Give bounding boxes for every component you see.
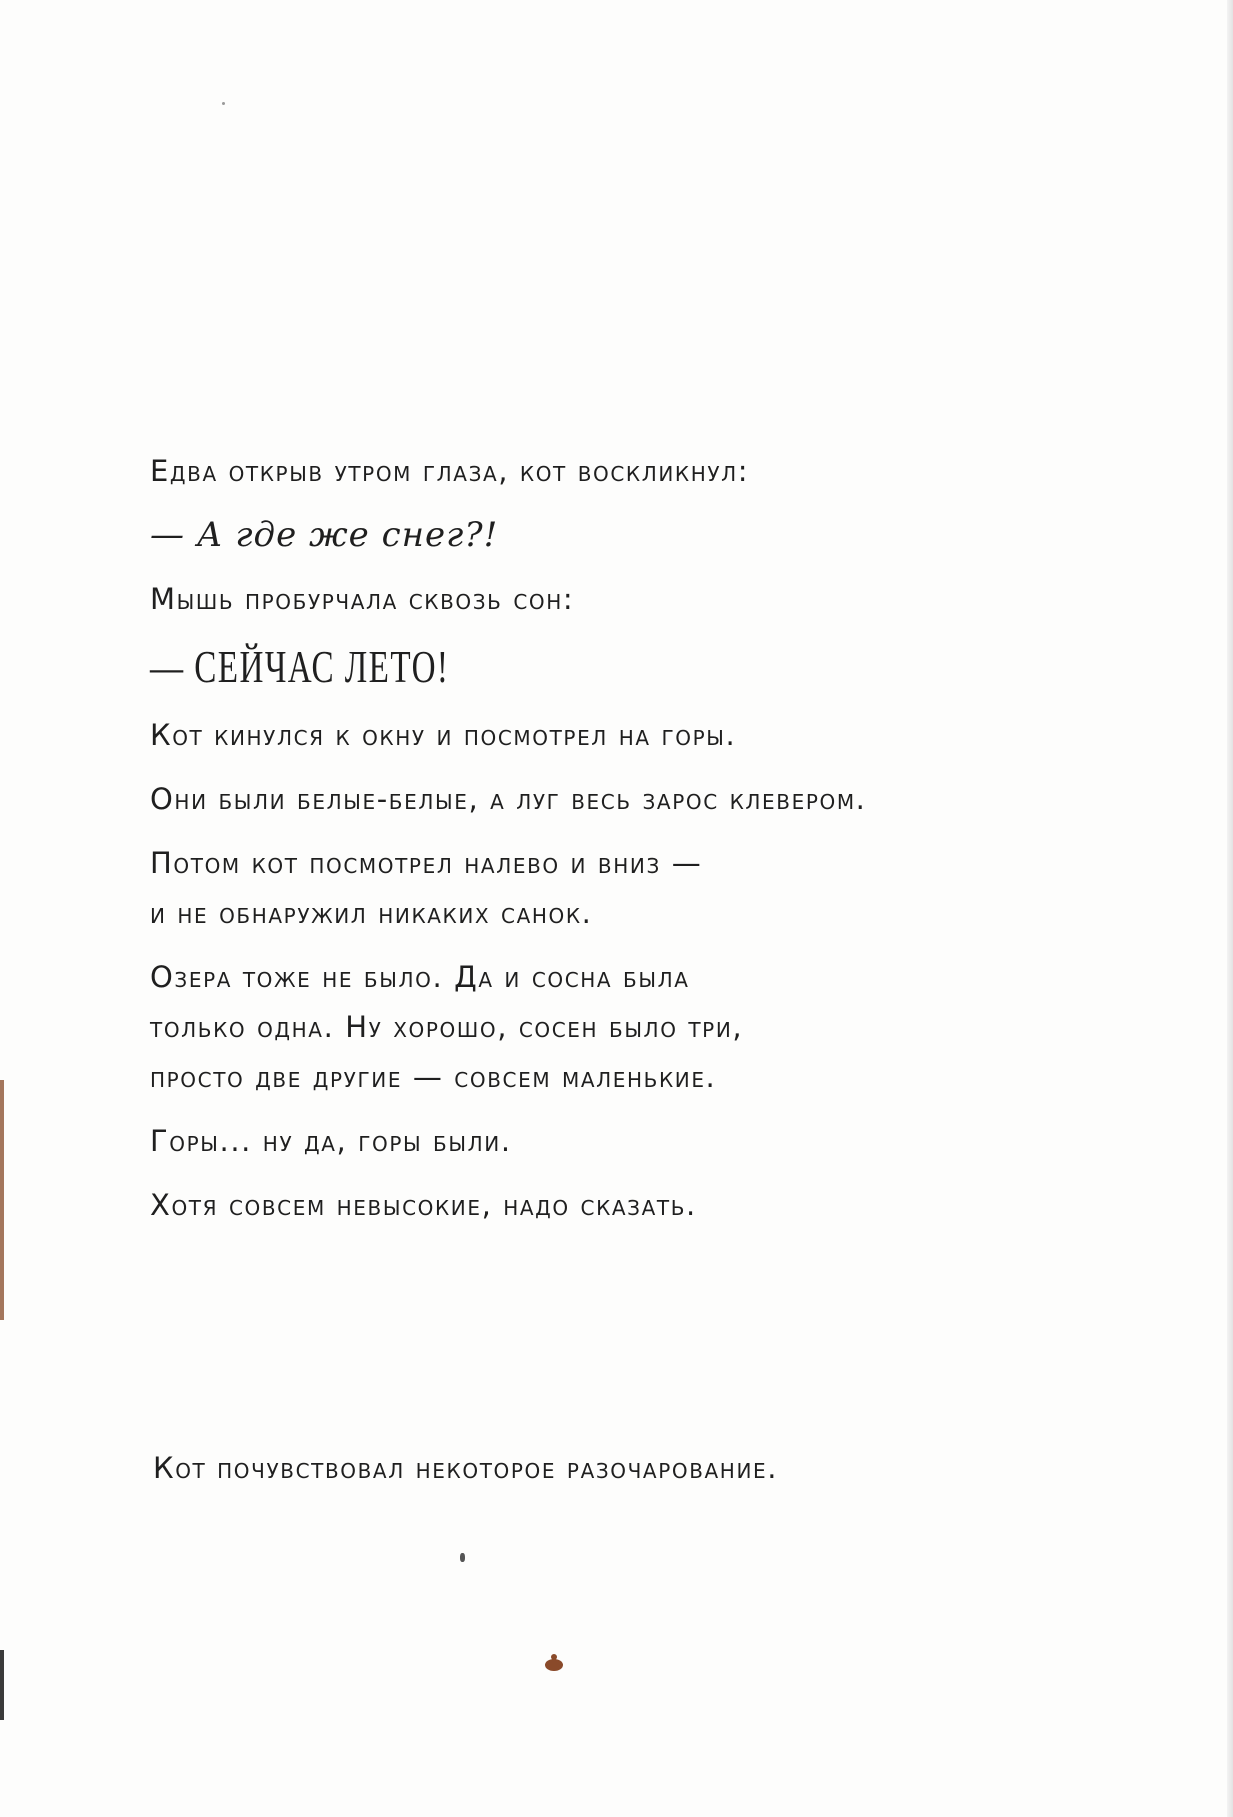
left-edge-mark: [0, 1080, 4, 1320]
ornament-icon: [542, 1650, 566, 1674]
text-line: Озера тоже не было. Да и сосна была: [150, 960, 690, 994]
paragraph: [150, 847, 1100, 929]
text-line: Потом кот посмотрел налево и вниз —: [150, 846, 703, 880]
text-line: Едва открыв утром глаза, кот воскликнул:: [150, 454, 750, 488]
text-line: Горы... ну да, горы были.: [150, 1124, 512, 1158]
text-line: Мышь пробурчала сквозь сон:: [150, 582, 575, 616]
dialog-shout: — СЕЙЧАС ЛЕТО!: [150, 641, 450, 692]
text-line: Хотя совсем невысокие, надо сказать.: [150, 1188, 697, 1222]
paper-speck: [460, 1553, 465, 1562]
dialog-question: — А где же снег?!: [150, 515, 499, 555]
story-text: [150, 455, 1100, 1221]
paragraph: [150, 961, 1100, 1093]
text-line: Они были белые-белые, а луг весь зарос клевером.: [150, 782, 867, 816]
left-edge-mark-lower: [0, 1650, 4, 1720]
text-line: и не обнаружил никаких санок.: [150, 896, 593, 930]
paper-speck: [222, 102, 225, 105]
closing-line: Кот почувствовал некоторое разочарование.: [153, 1451, 779, 1485]
page-edge: [1227, 0, 1233, 1817]
text-line: просто две другие — совсем маленькие.: [150, 1060, 717, 1094]
text-line: Кот кинулся к окну и посмотрел на горы.: [150, 718, 737, 752]
text-line: только одна. Ну хорошо, сосен было три,: [150, 1010, 744, 1044]
